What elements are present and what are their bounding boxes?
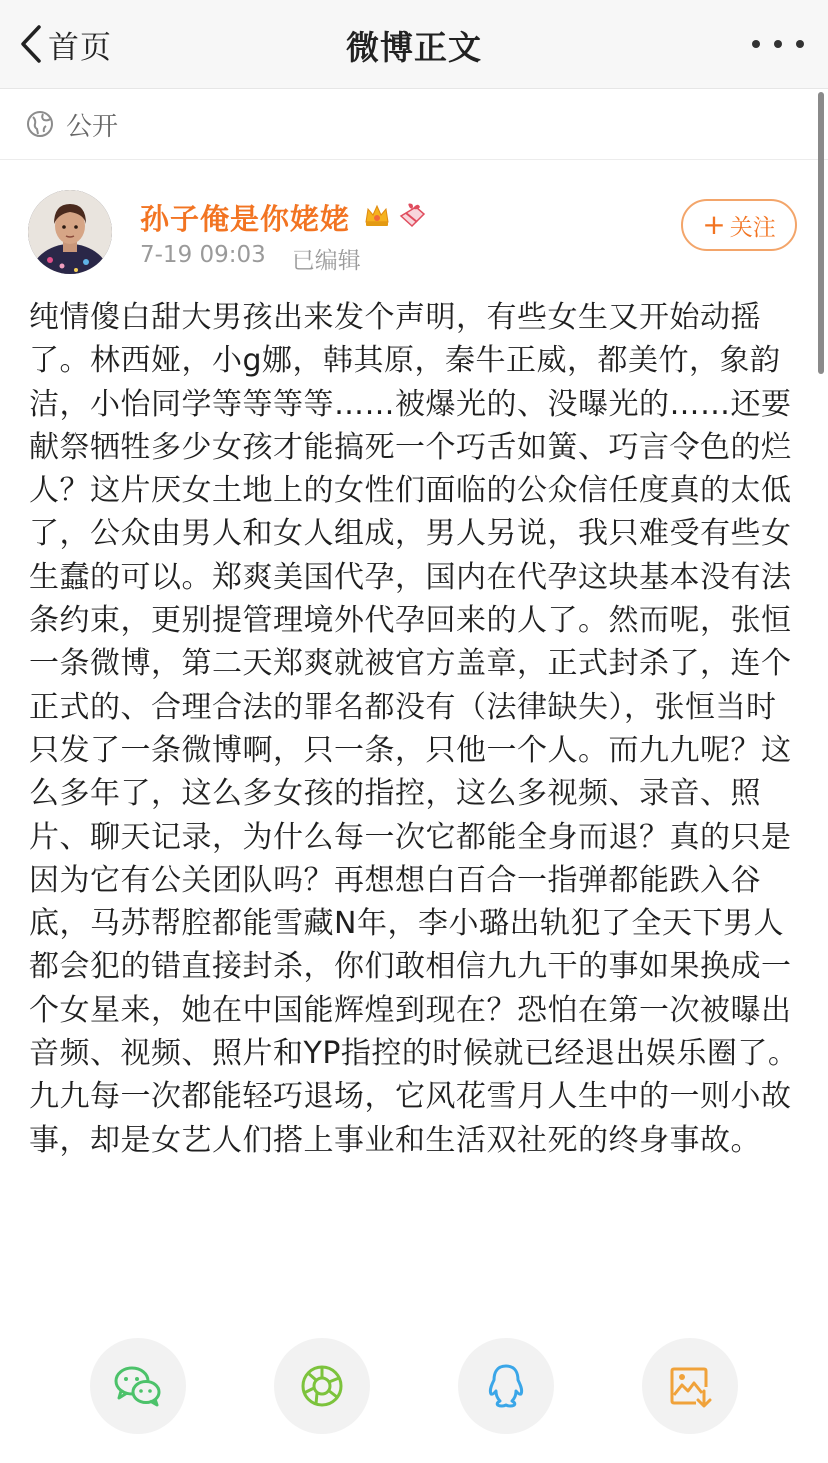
dot-icon: [796, 40, 804, 48]
avatar[interactable]: [28, 190, 112, 274]
qq-icon: [486, 1362, 526, 1410]
top-nav-bar: [0, 0, 828, 89]
page-title: 微博正文: [346, 28, 482, 67]
share-qq-button[interactable]: [458, 1338, 554, 1434]
moments-icon: [299, 1363, 345, 1409]
save-image-icon: [668, 1363, 712, 1409]
more-options-button[interactable]: [752, 26, 804, 62]
dot-icon: [774, 40, 782, 48]
globe-icon: [26, 110, 54, 138]
share-moments-button[interactable]: [274, 1338, 370, 1434]
share-wechat-button[interactable]: [90, 1338, 186, 1434]
dot-icon: [752, 40, 760, 48]
follow-label: 关注: [729, 214, 776, 241]
visibility-label: 公开: [66, 111, 119, 142]
share-row: [0, 1338, 828, 1438]
edited-label[interactable]: 已编辑: [291, 248, 361, 274]
back-label: 首页: [48, 29, 112, 66]
visibility-row: [0, 89, 828, 160]
follow-button[interactable]: [681, 199, 797, 251]
author-name[interactable]: 孙子俺是你姥姥: [140, 202, 351, 236]
save-image-button[interactable]: [642, 1338, 738, 1434]
scrollbar[interactable]: [818, 92, 824, 374]
plus-icon: +: [702, 208, 726, 241]
gift-icon[interactable]: [396, 200, 428, 230]
post-text: 纯情傻白甜大男孩出来发个声明，有些女生又开始动摇了。林西娅，小g娜，韩其原，秦牛正威，都美竹，象韵洁，小怡同学等等等等……被爆光的、没曝光的……还要献祭牺牲多少女孩才能搞死一个巧舌如簧、巧言令色的烂人？这片厌女土地上的女性们面临的公众信任度真的太低了，公众由男人和女人组成，男人另说，我只难受有些女生蠢的可以。郑爽美国代孕，国内在代孕这块基本没有法条约束，更别提管理境外代孕回来的人了。然而呢，张恒一条微博，第二天郑爽就被官方盖章，正式封杀了，连个正式的、合理合法的罪名都没有（法律缺失），张恒当时只发了一条微博啊，只一条，只他一个人。而九九呢？这么多年了，这么多女孩的指控，这么多视频、录音、照片、聊天记录，为什么每一次它都能全身而退？真的只是因为它有公关团队吗？再想想白百合一指弹都能跌入谷底，马苏帮腔都能雪藏N年，李小璐出轨犯了全天下男人都会犯的错直接封杀，你们敢相信九九干的事如果换成一个女星来，她在中国能辉煌到现在？恐怕在第一次被曝出音频、视频、照片和YP指控的时候就已经退出娱乐圈了。九九每一次都能轻巧退场，它风花雪月人生中的一则小故事，却是女艺人们搭上事业和生活双社死的终身事故。: [29, 300, 799, 1158]
crown-icon[interactable]: [362, 200, 392, 230]
avatar-image: [28, 190, 112, 274]
wechat-icon: [113, 1364, 163, 1408]
post-timestamp: 7-19 09:03: [140, 242, 266, 268]
post-meta: [140, 242, 361, 275]
